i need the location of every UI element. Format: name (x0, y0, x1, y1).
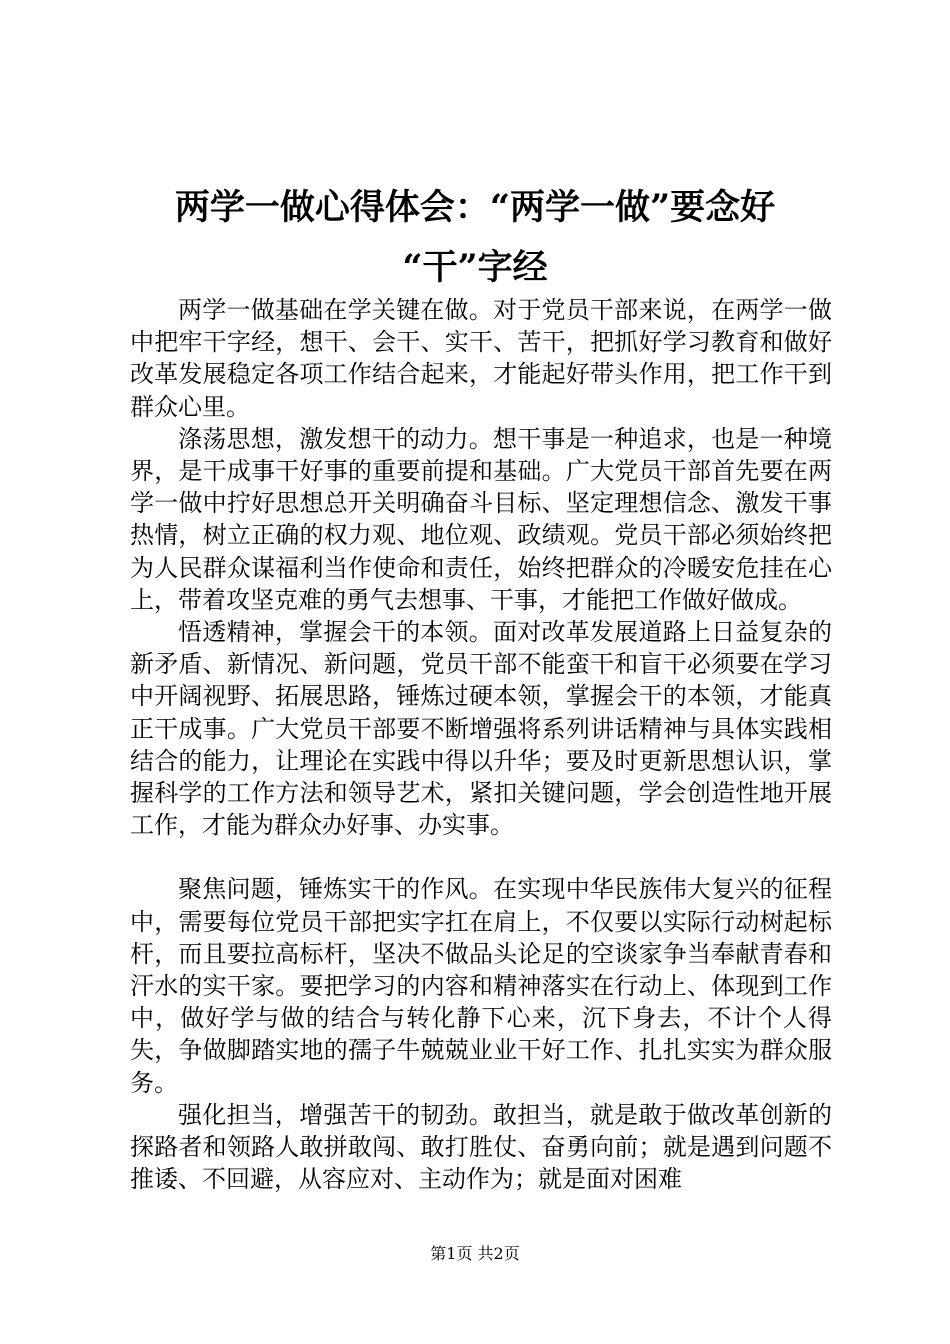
paragraph-1: 两学一做基础在学关键在做。对于党员干部来说，在两学一做中把牢干字经，想干、会干、实干、苦干，把抓好学习教育和做好改革发展稳定各项工作结合起来，才能起好带头作用，把工作干到群众心里。 (130, 296, 832, 421)
document-title-line-1: 两学一做心得体会：“两学一做”要念好 (174, 187, 776, 228)
document-body (130, 294, 832, 1195)
paragraph-5: 强化担当，增强苦干的韧劲。敢担当，就是敢于做改革创新的探路者和领路人敢拼敢闯、敢打胜仗、奋勇向前；就是遇到问题不推诿、不回避，从容应对、主动作为；就是面对困难 (130, 1100, 832, 1194)
paragraph-3: 悟透精神，掌握会干的本领。面对改革发展道路上日益复杂的新矛盾、新情况、新问题，党员干部不能蛮干和盲干必须要在学习中开阔视野、拓展思路，锤炼过硬本领，掌握会干的本领，才能真正干成事。广大党员干部要不断增强将系列讲话精神与具体实践相结合的能力，让理论在实践中得以升华；要及时更新思想认识，掌握科学的工作方法和领导艺术，紧扣关键问题，学会创造性地开展工作，才能为群众办好事、办实事。 (130, 618, 832, 840)
paragraph-2: 涤荡思想，激发想干的动力。想干事是一种追求，也是一种境界，是干成事干好事的重要前提和基础。广大党员干部首先要在两学一做中拧好思想总开关明确奋斗目标、坚定理想信念、激发干事热情，树立正确的权力观、地位观、政绩观。党员干部必须始终把为人民群众谋福利当作使命和责任，始终把群众的冷暖安危挂在心上，带着攻坚克难的勇气去想事、干事，才能把工作做好做成。 (130, 424, 832, 614)
document-title-line-2: “干”字经 (402, 247, 548, 288)
paragraph-4: 聚焦问题，锤炼实干的作风。在实现中华民族伟大复兴的征程中，需要每位党员干部把实字扛在肩上，不仅要以实际行动树起标杆，而且要拉高标杆，坚决不做品头论足的空谈家争当奉献青春和汗水的实干家。要把学习的内容和精神落实在行动上、体现到工作中，做好学与做的结合与转化静下心来，沉下身去，不计个人得失，争做脚踏实地的孺子牛兢兢业业干好工作、扎扎实实为群众服务。 (130, 875, 832, 1097)
page-number-footer: 第1页 共2页 (430, 1244, 520, 1263)
